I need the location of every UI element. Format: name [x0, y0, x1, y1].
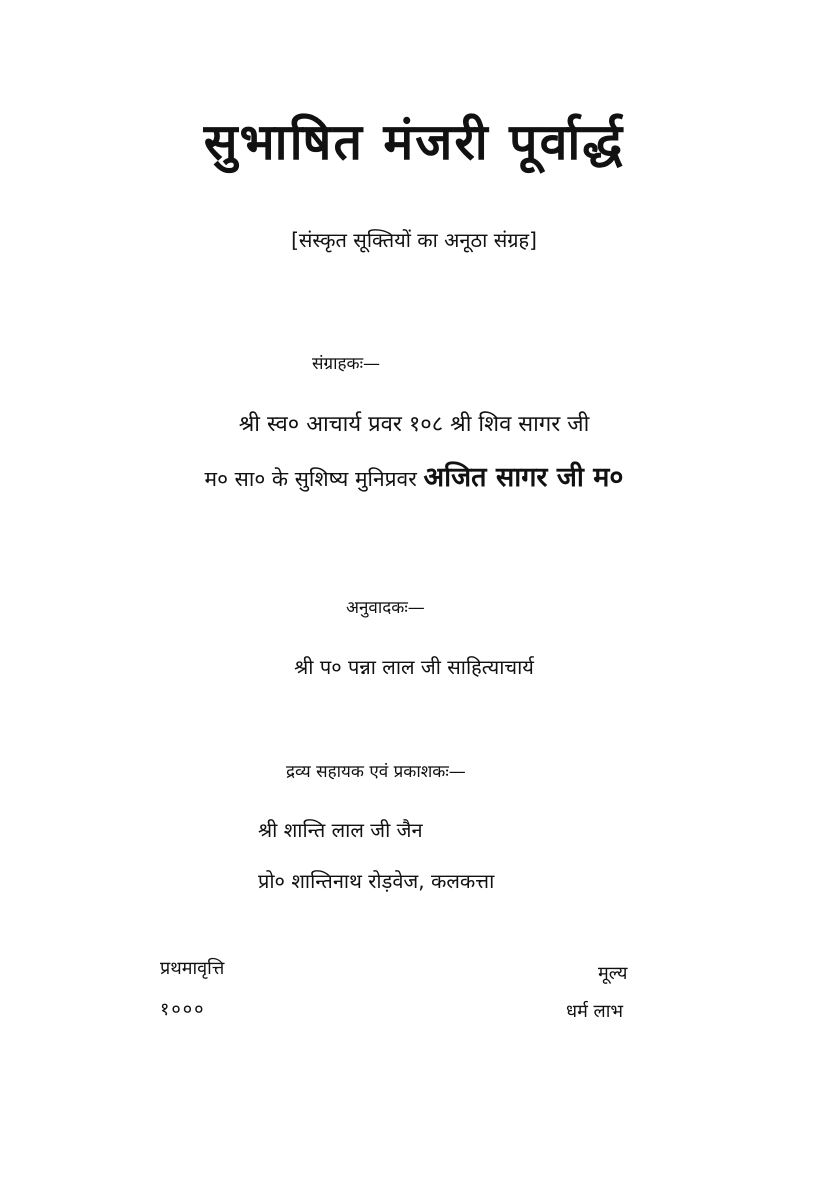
compiler-line-2-prefix: म० सा० के सुशिष्य मुनिप्रवर: [204, 467, 417, 491]
edition-count: १०००: [160, 999, 206, 1020]
compiler-name: अजित सागर जी म०: [423, 462, 624, 493]
edition-label: प्रथमावृत्ति: [160, 958, 225, 979]
compiler-line-2: [0, 462, 828, 494]
book-subtitle: [संस्कृत सूक्तियों का अनूठा संग्रह]: [291, 228, 537, 252]
compiler-line-1: श्री स्व० आचार्य प्रवर १०८ श्री शिव सागर जी: [238, 412, 590, 437]
compiler-label: संग्राहकः—: [312, 354, 380, 374]
translator-label: अनुवादकः—: [346, 598, 425, 618]
publisher-firm: प्रो० शान्तिनाथ रोड़वेज, कलकत्ता: [258, 869, 495, 893]
publisher-name: श्री शान्ति लाल जी जैन: [258, 818, 423, 842]
publisher-label: द्रव्य सहायक एवं प्रकाशकः—: [286, 762, 466, 782]
price-label: मूल्य: [598, 963, 628, 984]
book-title: सुभाषित मंजरी पूर्वार्द्ध: [203, 113, 625, 171]
translator-name: श्री प० पन्ना लाल जी साहित्याचार्य: [294, 655, 534, 679]
price-value: धर्म लाभ: [566, 1001, 624, 1022]
